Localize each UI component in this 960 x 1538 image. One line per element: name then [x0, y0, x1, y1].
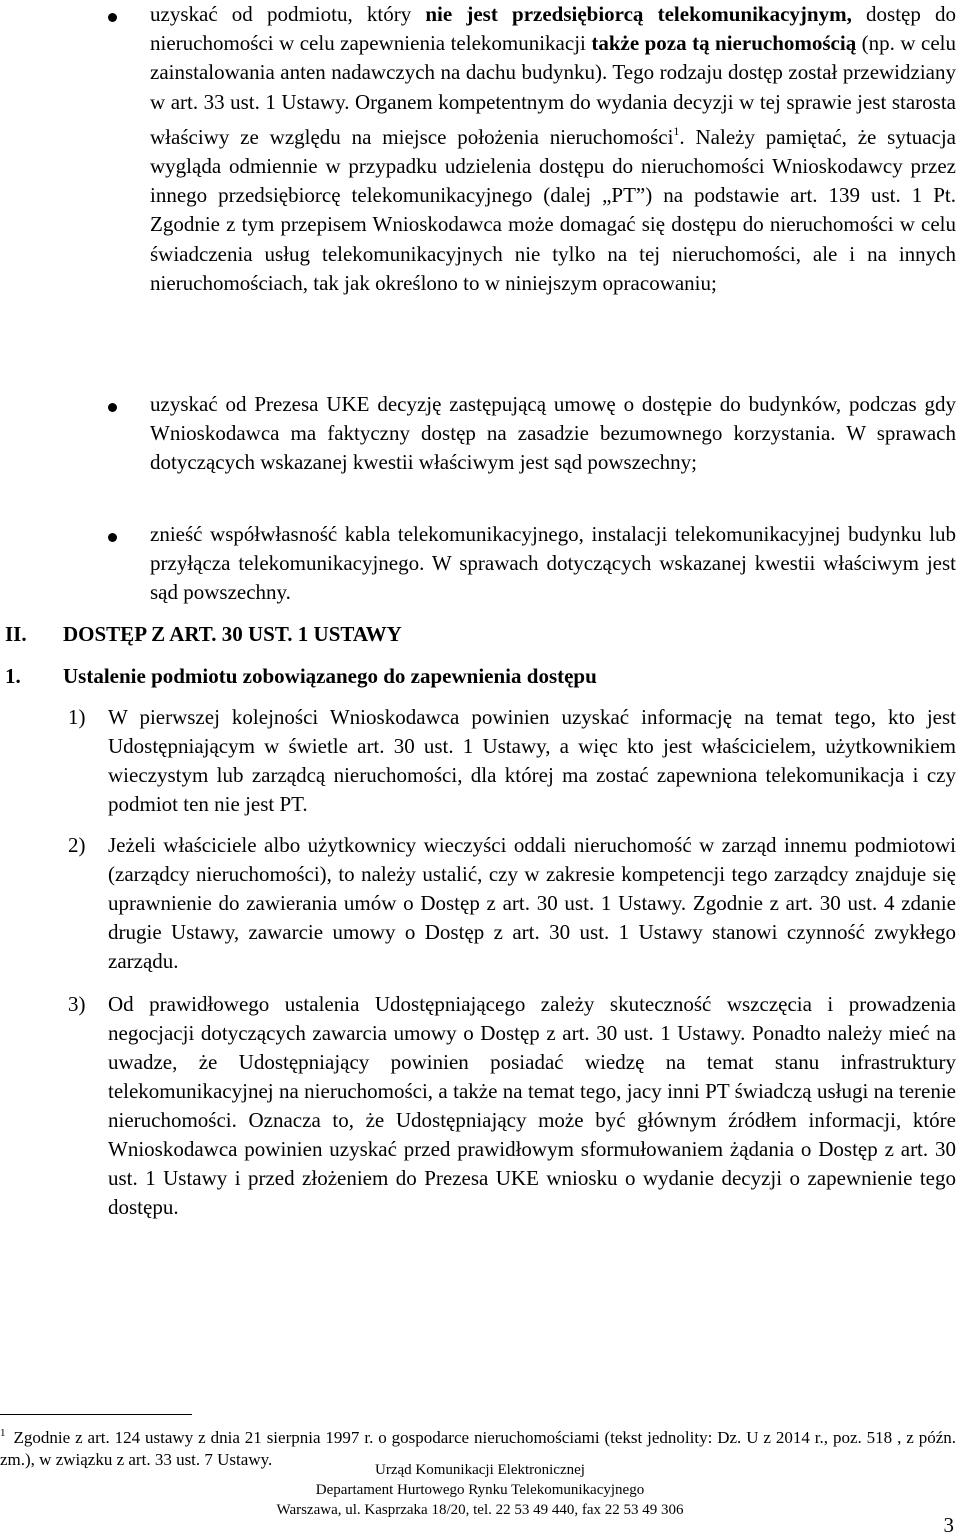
bullet-icon: [108, 13, 117, 22]
item-text: Od prawidłowego ustalenia Udostępniającego zależy skuteczność wszczęcia i prowadzenia negocjacji dotyczących zawarcia umowy o Dostęp z art. 30 ust. 1 Ustawy. Ponadto należy mieć na uwadze, że Udostępniający powinien posiadać wiedzę na temat stanu infrastruktury telekomunikacyjnej na nieruchomości, a także na temat tego, jacy inni PT świadczą usługi na terenie nieruchomości. Oznacza to, że Udostępniający może być głównym źródłem informacji, które Wnioskodawca powinien uzyskać przed prawidłowym sformułowaniem żądania o Dostęp z art. 30 ust. 1 Ustawy i przed złożeniem do Prezesa UKE wniosku o wydanie decyzji o zapewnienie tego dostępu.: [108, 992, 956, 1219]
footnote-number: 1: [0, 1427, 6, 1439]
bullet-item-3: [150, 520, 956, 608]
subsection-number: 1.: [5, 664, 21, 688]
bullet-item-2: [150, 390, 956, 478]
section-number: II.: [5, 622, 27, 646]
section-title: DOSTĘP Z ART. 30 UST. 1 USTAWY: [63, 622, 402, 646]
item-number: 3): [68, 992, 86, 1016]
section-heading: [5, 620, 402, 648]
item-number: 2): [68, 833, 86, 857]
numbered-item-3: [68, 990, 956, 1222]
bullet-paragraph: znieść współwłasność kabla telekomunikacyjnego, instalacji telekomunikacyjnej budynku lub przyłącza telekomunikacyjnego. W sprawach dotyczących wskazanej kwestii właściwym jest sąd powszechny.: [150, 522, 956, 605]
item-text: Jeżeli właściciele albo użytkownicy wieczyści oddali nieruchomość w zarząd innemu podmiotowi (zarządcy nieruchomości), to należy ustalić, czy w zakresie kompetencji tego zarządcy znajduje się uprawnienie do zawierania umów o Dostęp z art. 30 ust. 1 Ustawy. Zgodnie z art. 30 ust. 4 zdanie drugie Ustawy, zawarcie umowy o Dostęp z art. 30 ust. 1 Ustawy stanowi czynność zwykłego zarządu.: [108, 833, 956, 973]
numbered-item-2: [68, 831, 956, 976]
footnote-reference: 1: [673, 123, 680, 138]
item-text: W pierwszej kolejności Wnioskodawca powinien uzyskać informację na temat tego, kto jest Udostępniającym w świetle art. 30 ust. 1 Ustawy, a więc kto jest właścicielem, użytkownikiem wieczystym lub zarządcą nieruchomości, dla której ma zostać zapewniona telekomunikacja i czy podmiot ten nie jest PT.: [108, 705, 956, 816]
bullet-paragraph: uzyskać od podmiotu, który nie jest przedsiębiorcą telekomunikacyjnym, dostęp do nieruchomości w celu zapewnienia telekomunikacji także poza tą nieruchomością (np. w celu zainstalowania anten nadawczych na dachu budynku). Tego rodzaju dostęp został przewidziany w art. 33 ust. 1 Ustawy. Organem kompetentnym do wydania decyzji w tej sprawie jest starosta właściwy ze względu na miejsce położenia nieruchomości$^1$. Należy pamiętać, że sytuacja wygląda odmiennie w przypadku udzielenia dostępu do nieruchomości Wnioskodawcy przez innego przedsiębiorcę telekomunikacyjnego (dalej „PT”) na podstawie art. 139 ust. 1 Pt. Zgodnie z tym przepisem Wnioskodawca może domagać się dostępu do nieruchomości w celu świadczenia usług telekomunikacyjnych nie tylko na tej nieruchomości, ale i na innych nieruchomościach, tak jak określono to w niniejszym opracowaniu;: [150, 2, 957, 295]
page-footer: [0, 1460, 960, 1520]
numbered-item-1: [68, 703, 956, 819]
footer-department: Departament Hurtowego Rynku Telekomunikacyjnego: [315, 1482, 645, 1498]
page-number: 3: [943, 1513, 954, 1537]
subsection-heading: [5, 662, 597, 690]
footnote-text: Zgodnie z art. 124 ustawy z dnia 21 sierpnia 1997 r. o gospodarce nieruchomościami (tekst jednolity: Dz. U z 2014 r., poz. 518 , z późn. zm.), w związku z art. 33 ust. 7 Ustawy.: [0, 1428, 956, 1469]
subsection-title: Ustalenie podmiotu zobowiązanego do zapewnienia dostępu: [63, 664, 597, 688]
bullet-icon: [108, 403, 117, 412]
bullet-icon: [108, 533, 117, 542]
item-number: 1): [68, 705, 86, 729]
bullet-paragraph: uzyskać od Prezesa UKE decyzję zastępującą umowę o dostępie do budynków, podczas gdy Wnioskodawca ma faktyczny dostęp na zasadzie bezumownego korzystania. W sprawach dotyczących wskazanej kwestii właściwym jest sąd powszechny;: [150, 392, 956, 475]
bullet-item-1: [150, 0, 956, 298]
footer-institution: Urząd Komunikacji Elektronicznej: [375, 1462, 585, 1478]
footnote-separator: [0, 1414, 192, 1415]
footer-address: Warszawa, ul. Kasprzaka 18/20, tel. 22 53 49 440, fax 22 53 49 306: [276, 1502, 684, 1518]
